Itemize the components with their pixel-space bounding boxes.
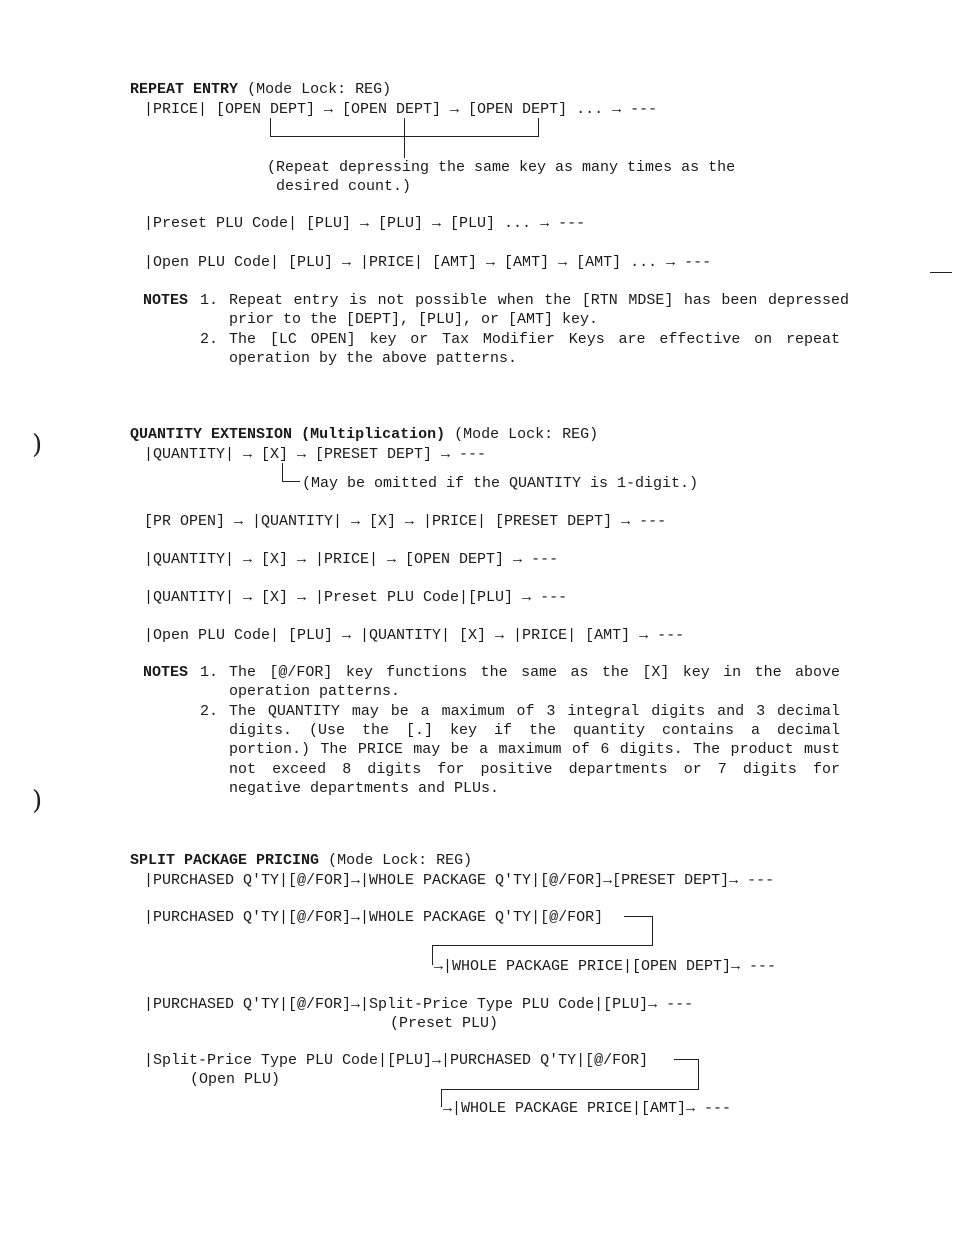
repeat-bracket-note: desired count.) xyxy=(276,178,412,195)
note-number: 2. xyxy=(200,331,219,348)
repeat-line-1: |PRICE| [OPEN DEPT] → [OPEN DEPT] → [OPEN DEPT] ... → --- xyxy=(144,101,658,118)
bracket-line xyxy=(432,945,433,965)
split-line-2: |PURCHASED Q'TY|[@/FOR]→|WHOLE PACKAGE Q'TY|[@/FOR] xyxy=(144,909,604,926)
bracket-line xyxy=(652,916,653,945)
margin-mark: ) xyxy=(32,786,43,816)
qty-line-2: [PR OPEN] → |QUANTITY| → [X] → |PRICE| [PRESET DEPT] → --- xyxy=(144,513,667,530)
section-title: REPEAT ENTRY xyxy=(130,81,239,98)
qty-line-4: |QUANTITY| → [X] → |Preset PLU Code|[PLU] → --- xyxy=(144,589,568,606)
bracket-line xyxy=(441,1089,699,1090)
repeat-line-2: |Preset PLU Code| [PLU] → [PLU] → [PLU] ... → --- xyxy=(144,215,586,232)
margin-mark: ) xyxy=(32,430,43,460)
split-line-4-note: (Open PLU) xyxy=(190,1071,281,1088)
qty-line-5: |Open PLU Code| [PLU] → |QUANTITY| [X] → |PRICE| [AMT] → --- xyxy=(144,627,685,644)
mode-lock: (Mode Lock: REG) xyxy=(247,81,392,98)
split-line-3: |PURCHASED Q'TY|[@/FOR]→|Split-Price Type PLU Code|[PLU]→ --- xyxy=(144,996,694,1013)
bracket-line xyxy=(441,1089,442,1107)
note-number: 1. xyxy=(200,292,219,309)
bracket-line xyxy=(624,916,652,917)
note-text: Repeat entry is not possible when the [RTN MDSE] has been depressed prior to the [DEPT], [PLU], or [AMT] key. xyxy=(229,292,849,329)
bracket-line xyxy=(432,945,653,946)
bracket-line xyxy=(270,118,271,136)
qty-line-1-note: (May be omitted if the QUANTITY is 1-digit.) xyxy=(302,475,699,492)
qty-line-1: |QUANTITY| → [X] → [PRESET DEPT] → --- xyxy=(144,446,487,463)
bracket-line xyxy=(674,1059,698,1060)
mode-lock: (Mode Lock: REG) xyxy=(454,426,599,443)
qty-line-3: |QUANTITY| → [X] → |PRICE| → [OPEN DEPT] → --- xyxy=(144,551,559,568)
note-text: The [@/FOR] key functions the same as the [X] key in the above operation patterns. xyxy=(229,664,840,701)
split-line-1: |PURCHASED Q'TY|[@/FOR]→|WHOLE PACKAGE Q'TY|[@/FOR]→[PRESET DEPT]→ --- xyxy=(144,872,775,889)
note-text: The [LC OPEN] key or Tax Modifier Keys are effective on repeat operation by the above patterns. xyxy=(229,331,840,368)
mode-lock: (Mode Lock: REG) xyxy=(328,852,473,869)
bracket-line xyxy=(404,118,405,158)
repeat-line-3: |Open PLU Code| [PLU] → |PRICE| [AMT] → [AMT] → [AMT] ... → --- xyxy=(144,254,712,271)
bracket-line xyxy=(282,481,300,482)
margin-dash xyxy=(930,272,952,273)
note-text: The QUANTITY may be a maximum of 3 integral digits and 3 decimal digits. (Use the [.] key if the quantity contains a decimal portion.) The PRICE may be a maximum of 6 digits. The product must not exceed 8 digits for positive departments or 7 digits for negative departments and PLUs. xyxy=(229,703,840,797)
notes-label: NOTES xyxy=(143,292,189,309)
bracket-line xyxy=(282,463,283,481)
split-line-3-note: (Preset PLU) xyxy=(390,1015,499,1032)
section-title: SPLIT PACKAGE PRICING xyxy=(130,852,320,869)
notes-label: NOTES xyxy=(143,664,189,681)
note-number: 2. xyxy=(200,703,219,720)
split-line-4b: →|WHOLE PACKAGE PRICE|[AMT]→ --- xyxy=(443,1100,732,1117)
section-subtitle: (Multiplication) xyxy=(301,426,446,443)
note-number: 1. xyxy=(200,664,219,681)
repeat-bracket-note: (Repeat depressing the same key as many times as the xyxy=(267,159,736,176)
bracket-line xyxy=(538,118,539,136)
split-line-2b: →|WHOLE PACKAGE PRICE|[OPEN DEPT]→ --- xyxy=(434,958,777,975)
bracket-line xyxy=(698,1059,699,1089)
split-line-4: |Split-Price Type PLU Code|[PLU]→|PURCHASED Q'TY|[@/FOR] xyxy=(144,1052,649,1069)
section-title: QUANTITY EXTENSION xyxy=(130,426,293,443)
